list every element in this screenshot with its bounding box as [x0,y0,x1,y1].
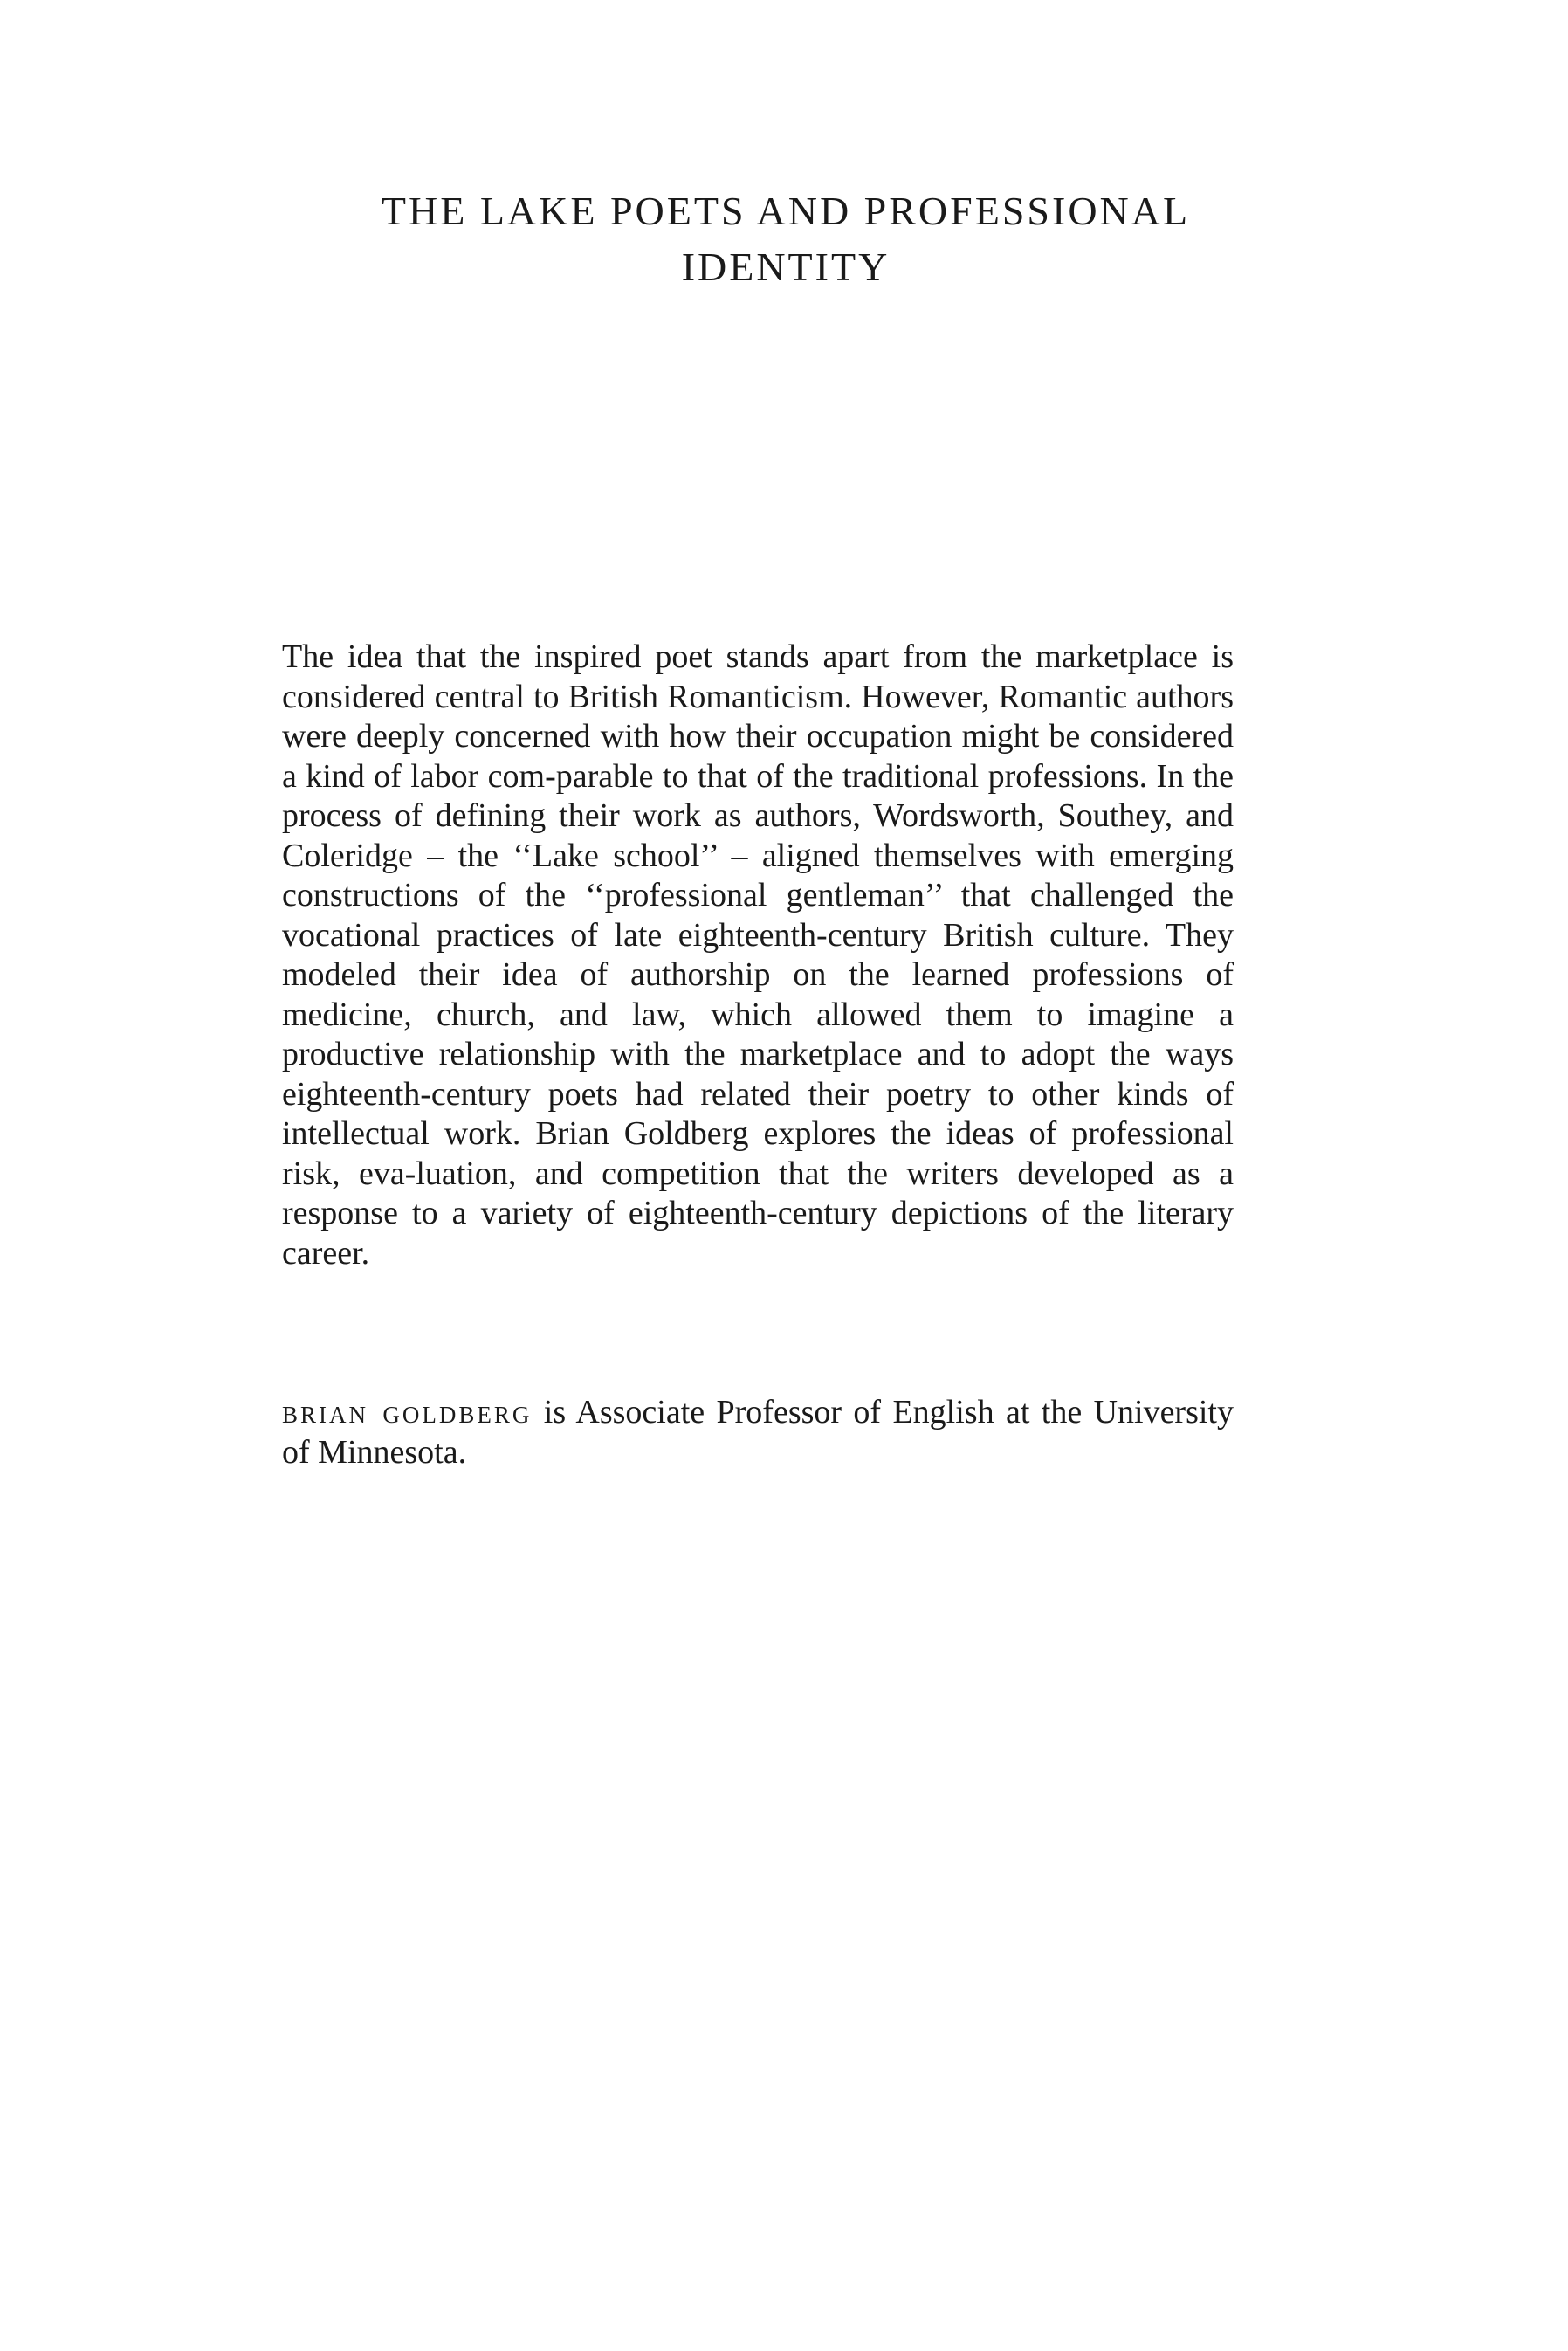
book-description: The idea that the inspired poet stands apart from the marketplace is considered central to British Romanticism. However, Romantic authors were deeply concerned with how their occupation might be considered a kind of labor com-parable to that of the traditional professions. In the process of defining their work as authors, Wordsworth, Southey, and Coleridge – the ‘‘Lake school’’ – aligned themselves with emerging constructions of the ‘‘professional gentleman’’ that challenged the vocational practices of late eighteenth-century British culture. They modeled their idea of authorship on the learned professions of medicine, church, and law, which allowed them to imagine a productive relationship with the marketplace and to adopt the ways eighteenth-century poets had related their poetry to other kinds of intellectual work. Brian Goldberg explores the ideas of professional risk, eva-luation, and competition that the writers developed as a response to a variety of eighteenth-century depictions of the literary career. [282,638,1234,1272]
author-bio [282,1393,1234,1472]
author-name: brian goldberg [282,1394,533,1431]
book-title-line-2: IDENTITY [681,245,891,289]
author-bio-text: is Associate Professor of English at the University of Minnesota. [282,1394,1234,1471]
book-title-line-1: THE LAKE POETS AND PROFESSIONAL [381,189,1191,233]
book-title [218,183,1353,295]
